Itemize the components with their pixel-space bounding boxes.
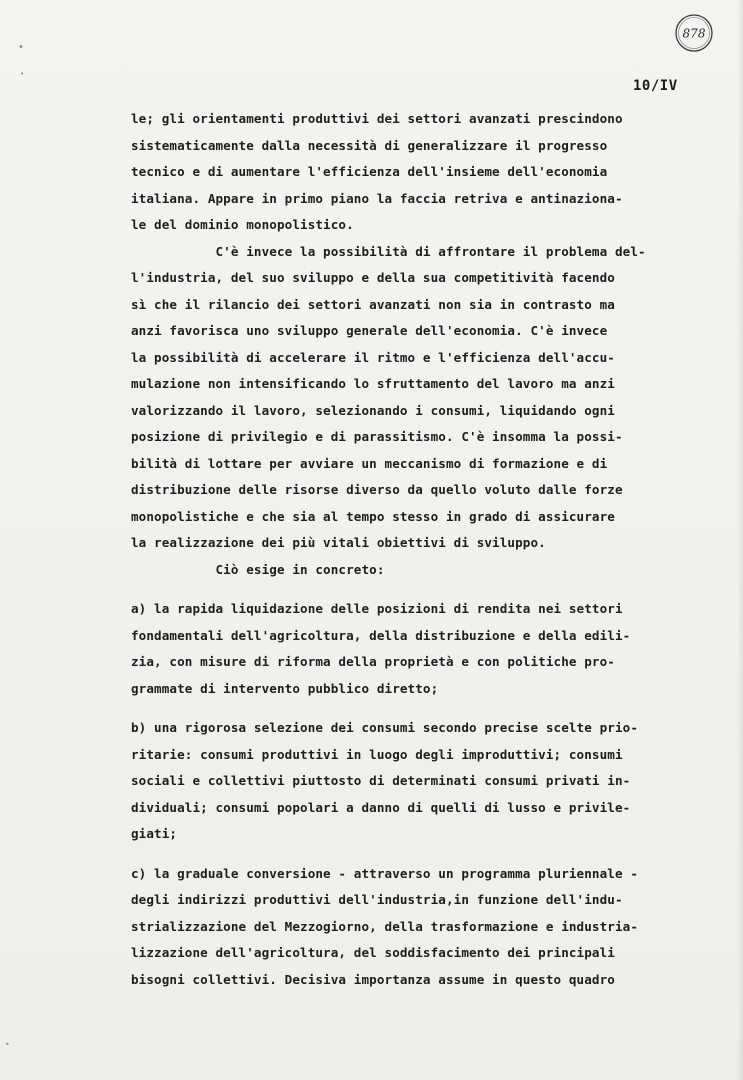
text-line: ritarie: consumi produttivi in luogo degli improduttivi; consumi: [131, 746, 623, 762]
text-line: sì che il rilancio dei settori avanzati non sia in contrasto ma: [131, 296, 615, 312]
margin-speck: •: [5, 1040, 10, 1049]
text-line: tecnico e di aumentare l'efficienza dell'insieme dell'economia: [131, 164, 608, 179]
text-line: dividuali; consumi popolari a danno di quelli di lusso e privile-: [131, 799, 631, 815]
text-line: anzi favorisca uno sviluppo generale dell'economia. C'è invece: [131, 323, 608, 338]
text-line: c) la graduale conversione - attraverso un programma pluriennale -: [131, 865, 639, 881]
text-line: l'industria, del suo sviluppo e della sua competitività facendo: [131, 270, 615, 285]
text-line: monopolistiche e che sia al tempo stesso in grado di assicurare: [131, 508, 615, 524]
text-line: bisogni collettivi. Decisiva importanza assume in questo quadro: [131, 971, 615, 987]
text-line: zia, con misure di riforma della proprietà e con politiche pro-: [131, 654, 615, 669]
text-line: posizione di privilegio e di parassitismo. C'è insomma la possi-: [131, 429, 623, 444]
text-line: italiana. Appare in primo piano la faccia retriva e antinaziona-: [131, 190, 623, 206]
text-line: lizzazione dell'agricoltura, del soddisfacimento dei principali: [131, 945, 615, 960]
margin-speck: •: [18, 42, 24, 53]
text-line: C'è invece la possibilità di affrontare il problema del-: [131, 243, 646, 259]
text-line: strializzazione del Mezzogiorno, della trasformazione e industria-: [131, 918, 639, 934]
text-line: la realizzazione dei più vitali obiettivi di sviluppo.: [131, 535, 546, 550]
text-line: degli indirizzi produttivi dell'industria,in funzione dell'indu-: [131, 892, 623, 907]
text-line: fondamentali dell'agricoltura, della distribuzione e della edili-: [131, 627, 631, 643]
text-line: la possibilità di accelerare il ritmo e l'efficienza dell'accu-: [131, 349, 615, 365]
text-line: le del dominio monopolistico.: [131, 217, 354, 232]
text-line: sociali e collettivi piuttosto di determinati consumi privati in-: [131, 773, 631, 788]
archive-stamp: [673, 12, 715, 54]
text-line: grammate di intervento pubblico diretto;: [131, 680, 439, 696]
margin-speck: •: [20, 70, 25, 78]
text-line: distribuzione delle risorse diverso da quello voluto dalle forze: [131, 482, 623, 497]
text-line: mulazione non intensificando lo sfruttamento del lavoro ma anzi: [131, 376, 615, 391]
text-line: Ciò esige in concreto:: [131, 561, 385, 577]
text-line: bilità di lottare per avviare un meccanismo di formazione e di: [131, 455, 608, 471]
page-edge-shadow: [737, 0, 743, 1080]
stamp-number: 878: [682, 26, 706, 41]
text-line: sistematicamente dalla necessità di generalizzare il progresso: [131, 137, 608, 153]
text-line: a) la rapida liquidazione delle posizioni di rendita nei settori: [131, 601, 623, 616]
page-number: 10/IV: [633, 78, 678, 94]
typed-text-body: [131, 106, 731, 993]
text-line: giati;: [131, 826, 178, 841]
text-line: valorizzando il lavoro, selezionando i consumi, liquidando ogni: [131, 402, 615, 418]
text-line: le; gli orientamenti produttivi dei settori avanzati prescindono: [131, 111, 623, 126]
text-line: b) una rigorosa selezione dei consumi secondo precise scelte prio-: [131, 720, 639, 735]
